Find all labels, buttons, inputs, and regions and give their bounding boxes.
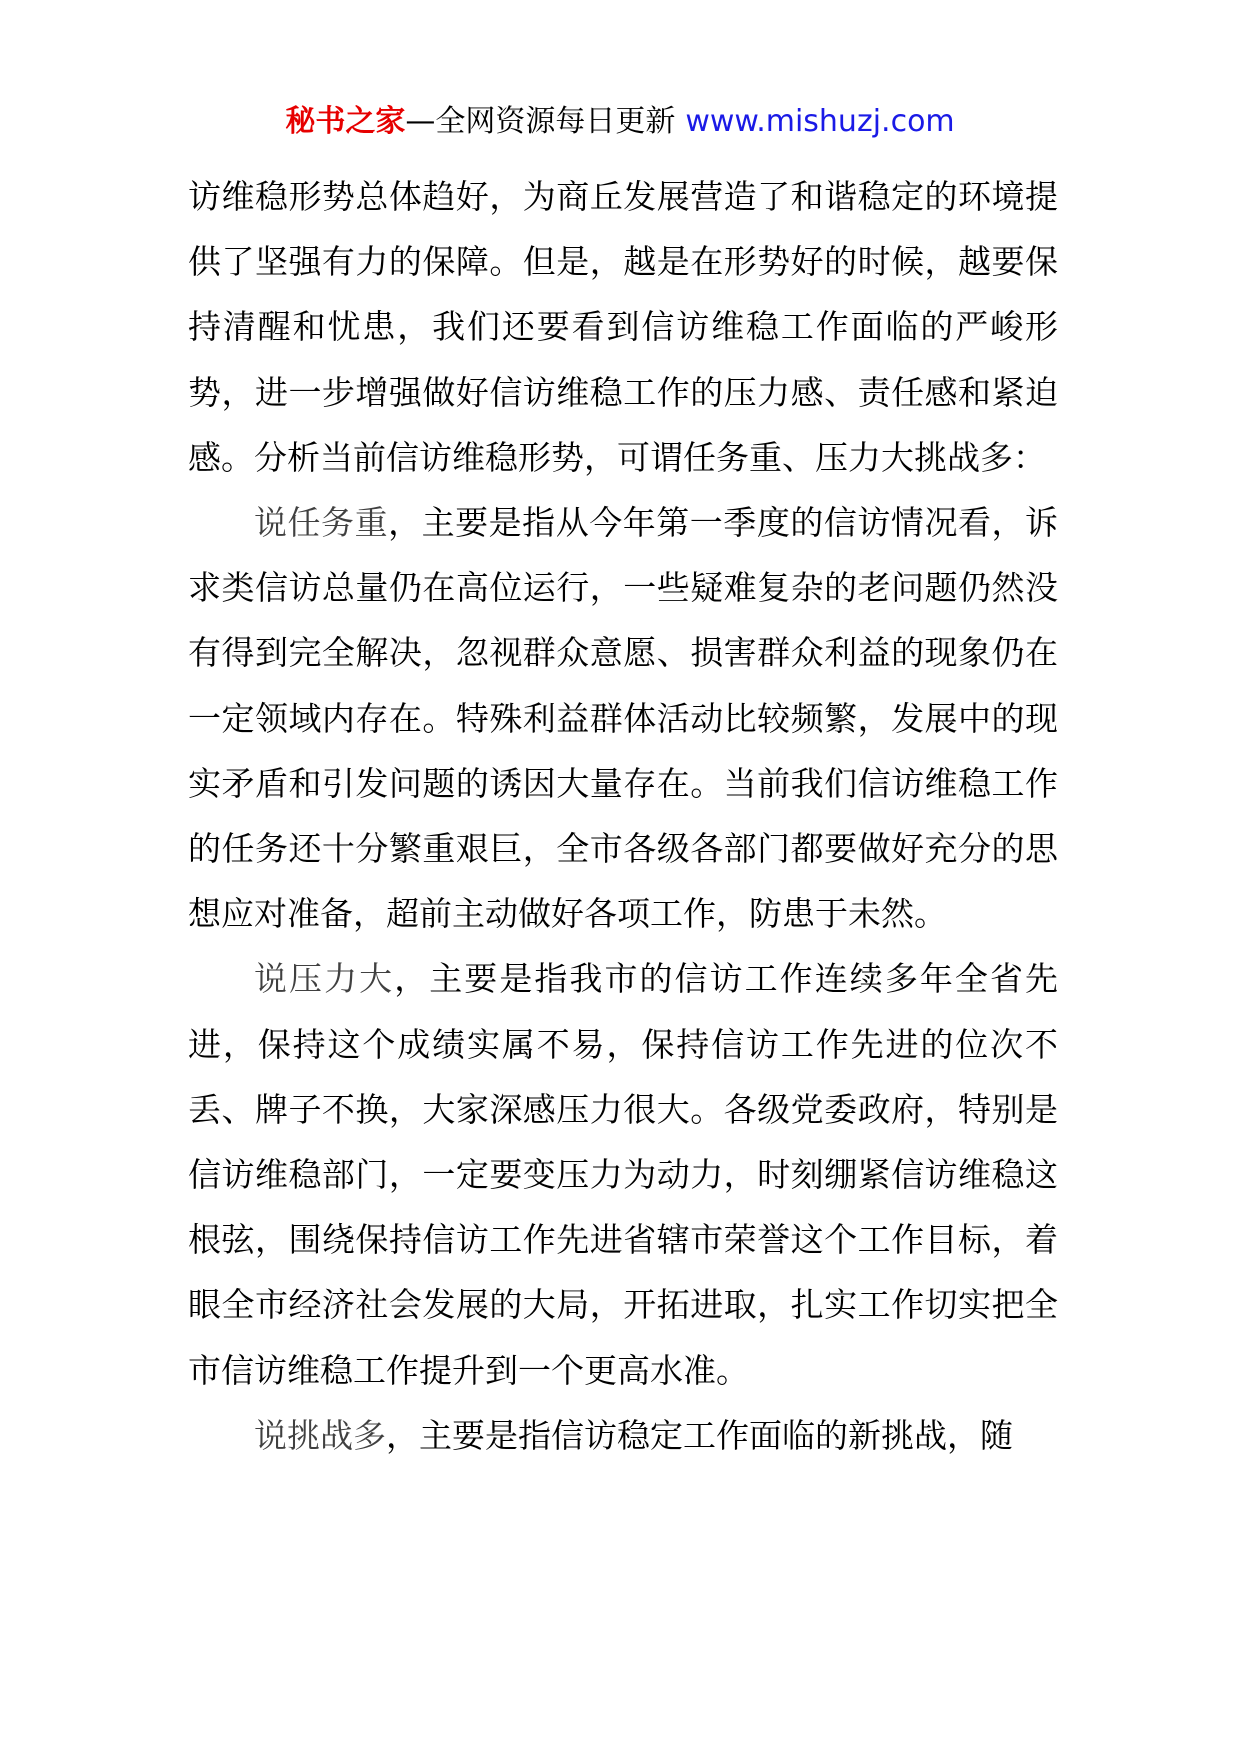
paragraph-1: 访维稳形势总体趋好，为商丘发展营造了和谐稳定的环境提供了坚强有力的保障。但是，越是在形势好的时候，越要保持清醒和忧患，我们还要看到信访维稳工作面临的严峻形势，进一步增强做好信访维稳工作的压力感、责任感和紧迫感。分析当前信访维稳形势，可谓任务重、压力大挑战多：: [188, 177, 1058, 477]
page-header: [0, 100, 1240, 144]
paragraph-4: [188, 1403, 1058, 1468]
paragraph-2-text: ，主要是指从今年第一季度的信访情况看，诉求类信访总量仍在高位运行，一些疑难复杂的老问题仍然没有得到完全解决，忽视群众意愿、损害群众利益的现象仍在一定领域内存在。特殊利益群体活动比较频繁，发展中的现实矛盾和引发问题的诱因大量存在。当前我们信访维稳工作的任务还十分繁重艰巨，全市各级各部门都要做好充分的思想应对准备，超前主动做好各项工作，防患于未然。: [188, 503, 1059, 934]
paragraph-3: [188, 946, 1058, 1402]
brand-name: 秘书之家: [285, 104, 406, 139]
paragraph-3-text: ，主要是指我市的信访工作连续多年全省先进，保持这个成绩实属不易，保持信访工作先进的位次不丢、牌子不换，大家深感压力很大。各级党委政府，特别是信访维稳部门，一定要变压力为动力，时刻绷紧信访维稳这根弦，围绕保持信访工作先进省辖市荣誉这个工作目标，着眼全市经济社会发展的大局，开拓进取，扎实工作切实把全市信访维稳工作提升到一个更高水准。: [188, 959, 1059, 1390]
website-url: www.mishuzj.com: [685, 104, 955, 139]
paragraph-4-text: ，主要是指信访稳定工作面临的新挑战，随: [386, 1415, 1013, 1455]
header-slogan: —全网资源每日更新: [405, 104, 676, 139]
paragraph-3-lead: 说压力大: [254, 959, 395, 999]
paragraph-2-lead: 说任务重: [254, 503, 389, 543]
document-body: [188, 164, 1058, 1468]
paragraph-2: [188, 490, 1058, 946]
paragraph-4-lead: 说挑战多: [254, 1415, 386, 1455]
